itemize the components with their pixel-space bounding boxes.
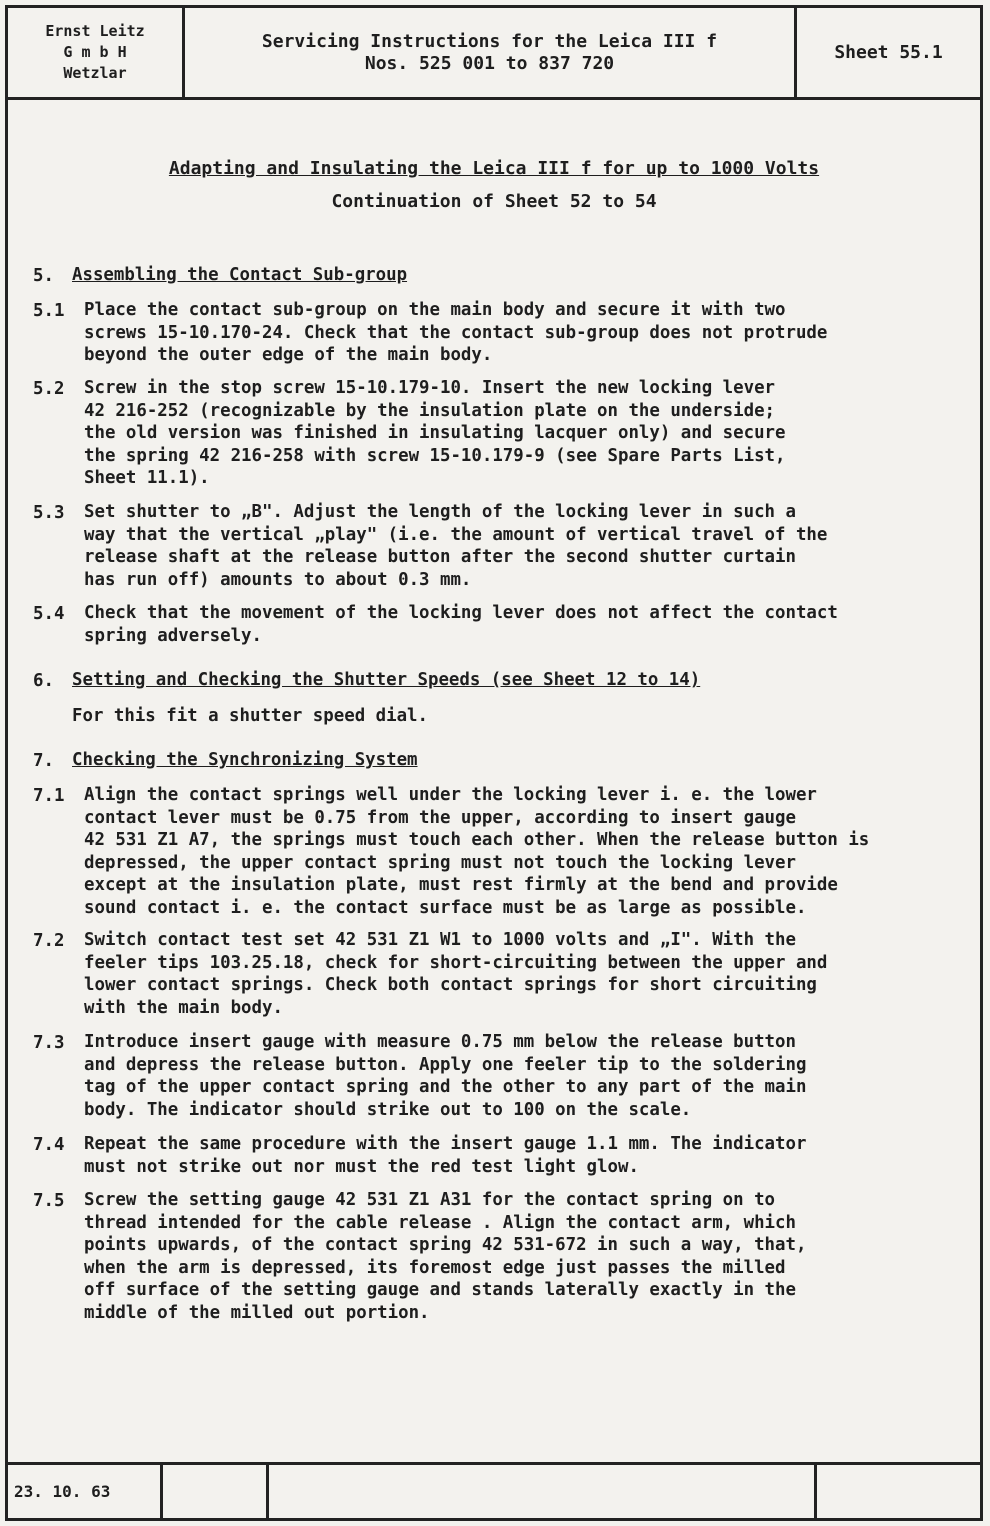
section-number: 6. bbox=[33, 671, 54, 691]
company-line: G m b H bbox=[63, 43, 127, 61]
section-number: 7. bbox=[33, 751, 54, 771]
section-heading: Checking the Synchronizing System bbox=[72, 750, 418, 770]
document-sheet bbox=[5, 5, 983, 1521]
item-text: Place the contact sub-group on the main body and secure it with two screws 15-10.170-24. Check that the contact sub-group does not protrude beyond the outer edge of the main body. bbox=[84, 300, 828, 365]
section-text: For this fit a shutter speed dial. bbox=[72, 706, 428, 726]
footer-cell bbox=[269, 1465, 817, 1518]
company-cell bbox=[8, 8, 185, 97]
sheet-number: Sheet 55.1 bbox=[834, 42, 943, 63]
item-number: 7.3 bbox=[33, 1033, 65, 1053]
header-title-line1: Servicing Instructions for the Leica III f bbox=[261, 30, 718, 52]
item-number: 5.3 bbox=[33, 503, 65, 523]
item-number: 7.1 bbox=[33, 786, 65, 806]
item-number: 5.1 bbox=[33, 301, 65, 321]
footer-cell bbox=[817, 1465, 980, 1518]
item-text: Introduce insert gauge with measure 0.75 mm below the release button and depress the release button. Apply one feeler tip to the soldering tag of the upper contact spring and the other to any part of the main body. The indicator should strike out to 100 on the scale. bbox=[84, 1032, 807, 1120]
title-cell bbox=[185, 8, 797, 97]
footer-table bbox=[8, 1462, 980, 1518]
main-title: Adapting and Insulating the Leica III f for up to 1000 Volts bbox=[168, 158, 820, 179]
item-text: Check that the movement of the locking lever does not affect the contact spring adversely. bbox=[84, 603, 838, 646]
item-text: Screw in the stop screw 15-10.179-10. Insert the new locking lever 42 216-252 (recognizable by the insulation plate on the underside; the old version was finished in insulating lacquer only) and secure the spring 42 216-258 with screw 15-10.179-9 (see Spare Parts List, Sheet 11.1). bbox=[84, 378, 786, 488]
item-text: Repeat the same procedure with the insert gauge 1.1 mm. The indicator must not strike out nor must the red test light glow. bbox=[84, 1134, 807, 1177]
footer-date: 23. 10. 63 bbox=[8, 1465, 163, 1518]
item-text: Switch contact test set 42 531 Z1 W1 to 1000 volts and „I". With the feeler tips 103.25.18, check for short-circuiting between the upper and lower contact springs. Check both contact springs for short circuiting with the main body. bbox=[84, 930, 828, 1018]
item-number: 5.4 bbox=[33, 604, 65, 624]
item-number: 7.2 bbox=[33, 931, 65, 951]
company-line: Ernst Leitz bbox=[45, 22, 145, 40]
section-number: 5. bbox=[33, 266, 54, 286]
item-number: 7.5 bbox=[33, 1191, 65, 1211]
header-table bbox=[8, 8, 980, 100]
footer-cell bbox=[163, 1465, 269, 1518]
item-text: Align the contact springs well under the locking lever i. e. the lower contact lever must be 0.75 from the upper, according to insert gauge 42 531 Z1 A7, the springs must touch each other. When the release button is depressed, the upper contact spring must not touch the locking lever except at the insulation plate, must rest firmly at the bend and provide sound contact i. e. the contact surface must be as large as possible. bbox=[84, 785, 870, 918]
header-title-line2: Nos. 525 001 to 837 720 bbox=[364, 52, 615, 74]
section-heading: Assembling the Contact Sub-group bbox=[72, 265, 408, 285]
section-heading: Setting and Checking the Shutter Speeds (see Sheet 12 to 14) bbox=[72, 670, 701, 690]
item-text: Set shutter to „B". Adjust the length of the locking lever in such a way that the vertical „play" (i.e. the amount of vertical travel of the release shaft at the release button after the second shutter curtain has run off) amounts to about 0.3 mm. bbox=[84, 502, 828, 590]
subtitle: Continuation of Sheet 52 to 54 bbox=[331, 191, 657, 212]
company-line: Wetzlar bbox=[63, 64, 127, 82]
item-number: 5.2 bbox=[33, 379, 65, 399]
item-text: Screw the setting gauge 42 531 Z1 A31 for the contact spring on to thread intended for the cable release . Align the contact arm, which points upwards, of the contact spring 42 531-672 in such a way, that, when the arm is depressed, its foremost edge just passes the milled off surface of the setting gauge and stands laterally exactly in the middle of the milled out portion. bbox=[84, 1190, 807, 1323]
item-number: 7.4 bbox=[33, 1135, 65, 1155]
sheet-number-cell bbox=[797, 8, 980, 97]
